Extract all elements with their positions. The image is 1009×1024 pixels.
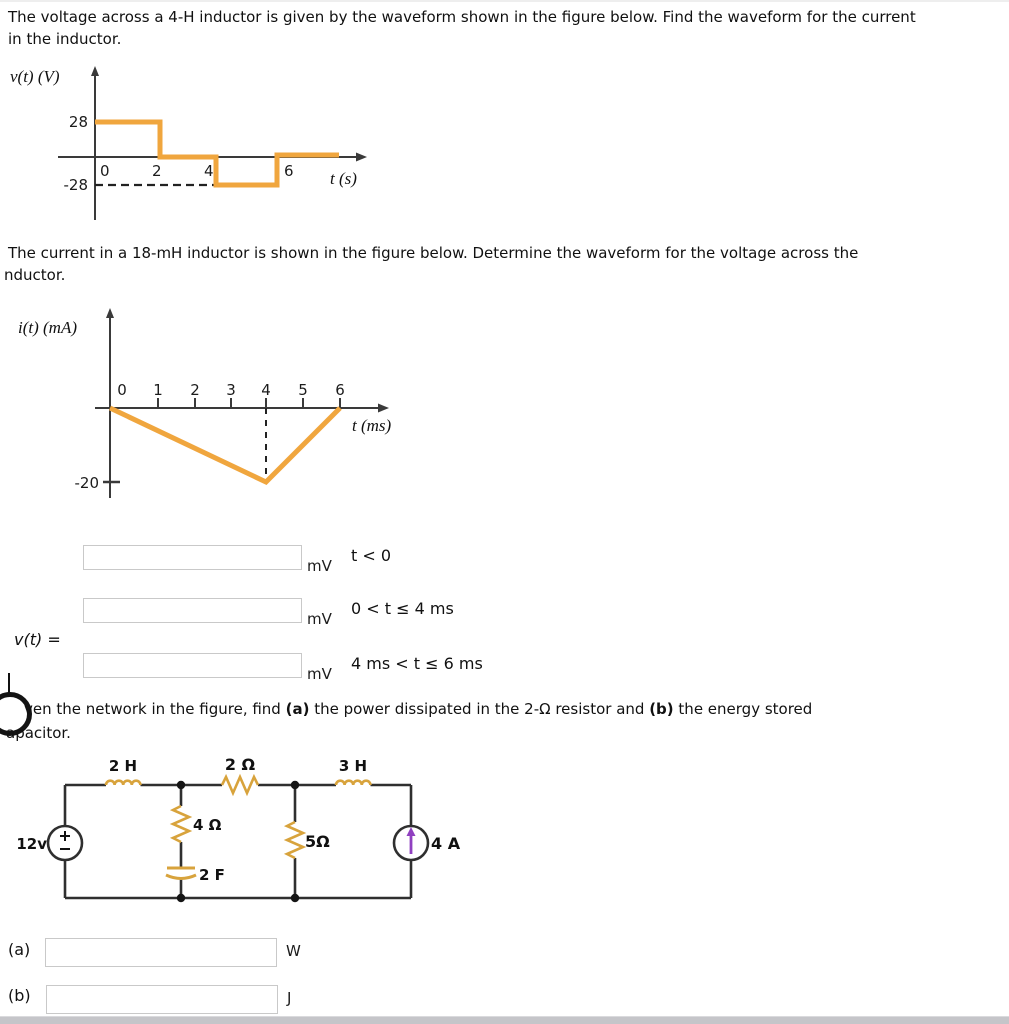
fig1-xtick-2: 2 <box>152 162 162 180</box>
answer-b-unit: J <box>287 989 292 1007</box>
fig1-ytick-28: 28 <box>68 113 88 131</box>
top-divider <box>0 0 1009 2</box>
fig1-ytick-neg28: -28 <box>63 176 88 194</box>
answer-a-unit: W <box>286 942 301 960</box>
inductor-2h-label: 2 H <box>108 757 138 775</box>
fig2-xtick-5: 5 <box>298 381 308 399</box>
fig2-xtick-3: 3 <box>226 381 236 399</box>
circuit-node-dots <box>177 781 299 902</box>
problem3-bold-a: (a) <box>285 700 310 718</box>
resistor-2ohm-label: 2 Ω <box>224 755 256 774</box>
voltage-answer-unit-1: mV <box>307 557 332 575</box>
answer-b-label: (b) <box>8 986 31 1005</box>
voltage-answer-input-1[interactable] <box>83 545 302 570</box>
problem3-part3: the energy stored <box>673 700 813 718</box>
fig2-x-axis-label: t (ms) <box>352 416 392 435</box>
problem3-bold-b: (b) <box>649 700 674 718</box>
fig1-xtick-0: 0 <box>100 162 110 180</box>
fig2-y-axis-arrow-icon <box>106 308 114 318</box>
answer-b-input[interactable] <box>46 985 278 1014</box>
circuit-figure <box>0 740 520 915</box>
vt-equals-label: v(t) = <box>14 630 61 649</box>
capacitor-2f-label: 2 F <box>199 866 225 884</box>
current-waveform-figure <box>0 300 430 512</box>
fig2-ytick-neg20: -20 <box>74 474 99 492</box>
resistor-2ohm-symbol <box>222 777 258 793</box>
inductor-2h-symbol <box>106 781 140 785</box>
voltage-answer-input-3[interactable] <box>83 653 302 678</box>
inductor-3h-symbol <box>336 781 370 785</box>
voltage-answer-unit-2: mV <box>307 610 332 628</box>
problem3-line1 <box>24 698 1004 720</box>
fig1-x-axis-label: t (s) <box>330 169 357 188</box>
voltage-answer-condition-2: 0 < t ≤ 4 ms <box>351 599 454 618</box>
problem3-part2: the power dissipated in the 2-Ω resistor and <box>309 700 650 718</box>
fig2-xtick-6: 6 <box>335 381 345 399</box>
fig2-xtick-1: 1 <box>153 381 163 399</box>
fig2-x-axis-arrow-icon <box>378 404 389 413</box>
current-source-label: 4 A <box>431 834 461 853</box>
circuit-wires <box>65 785 411 898</box>
voltage-source-label: 12v <box>16 835 47 853</box>
fig1-x-axis-arrow-icon <box>356 153 367 162</box>
resistor-4ohm-symbol <box>173 806 189 842</box>
voltage-answer-unit-3: mV <box>307 665 332 683</box>
voltage-waveform-figure <box>0 58 400 234</box>
resistor-5ohm-symbol <box>287 822 303 858</box>
problem2-line1: The current in a 18-mH inductor is shown in the figure below. Determine the waveform for the voltage across the <box>8 244 859 262</box>
voltage-answer-condition-3: 4 ms < t ≤ 6 ms <box>351 654 483 673</box>
fig2-xtick-0: 0 <box>117 381 127 399</box>
fig1-xtick-6: 6 <box>284 162 294 180</box>
text-cursor-artifact <box>8 673 10 693</box>
problem1-line2: in the inductor. <box>8 30 122 48</box>
voltage-answer-input-2[interactable] <box>83 598 302 623</box>
fig1-xtick-4: 4 <box>204 162 214 180</box>
problem3-part1: ven the network in the figure, find <box>24 700 286 718</box>
problem3-line2: apacitor. <box>6 724 71 742</box>
fig2-current-waveform <box>110 408 340 482</box>
inductor-3h-label: 3 H <box>338 757 368 775</box>
fig1-voltage-waveform <box>95 122 339 185</box>
problem2-line2: nductor. <box>4 266 66 284</box>
horizontal-scrollbar[interactable] <box>0 1016 1009 1024</box>
answer-a-label: (a) <box>8 940 31 959</box>
fig2-xtick-4: 4 <box>261 381 271 399</box>
problem1-line1: The voltage across a 4-H inductor is given by the waveform shown in the figure below. Find the waveform for the current <box>8 8 916 26</box>
problem1-text <box>8 6 998 50</box>
problem2-text <box>4 242 998 286</box>
voltage-answer-condition-1: t < 0 <box>351 546 392 565</box>
fig1-y-axis-label: v(t) (V) <box>10 67 60 86</box>
resistor-4ohm-label: 4 Ω <box>193 816 222 834</box>
resistor-5ohm-label: 5Ω <box>305 832 330 851</box>
capacitor-2f-symbol <box>166 868 196 879</box>
fig2-xtick-2: 2 <box>190 381 200 399</box>
answer-a-input[interactable] <box>45 938 277 967</box>
fig2-y-axis-label: i(t) (mA) <box>18 318 78 337</box>
fig1-y-axis-arrow-icon <box>91 66 99 76</box>
